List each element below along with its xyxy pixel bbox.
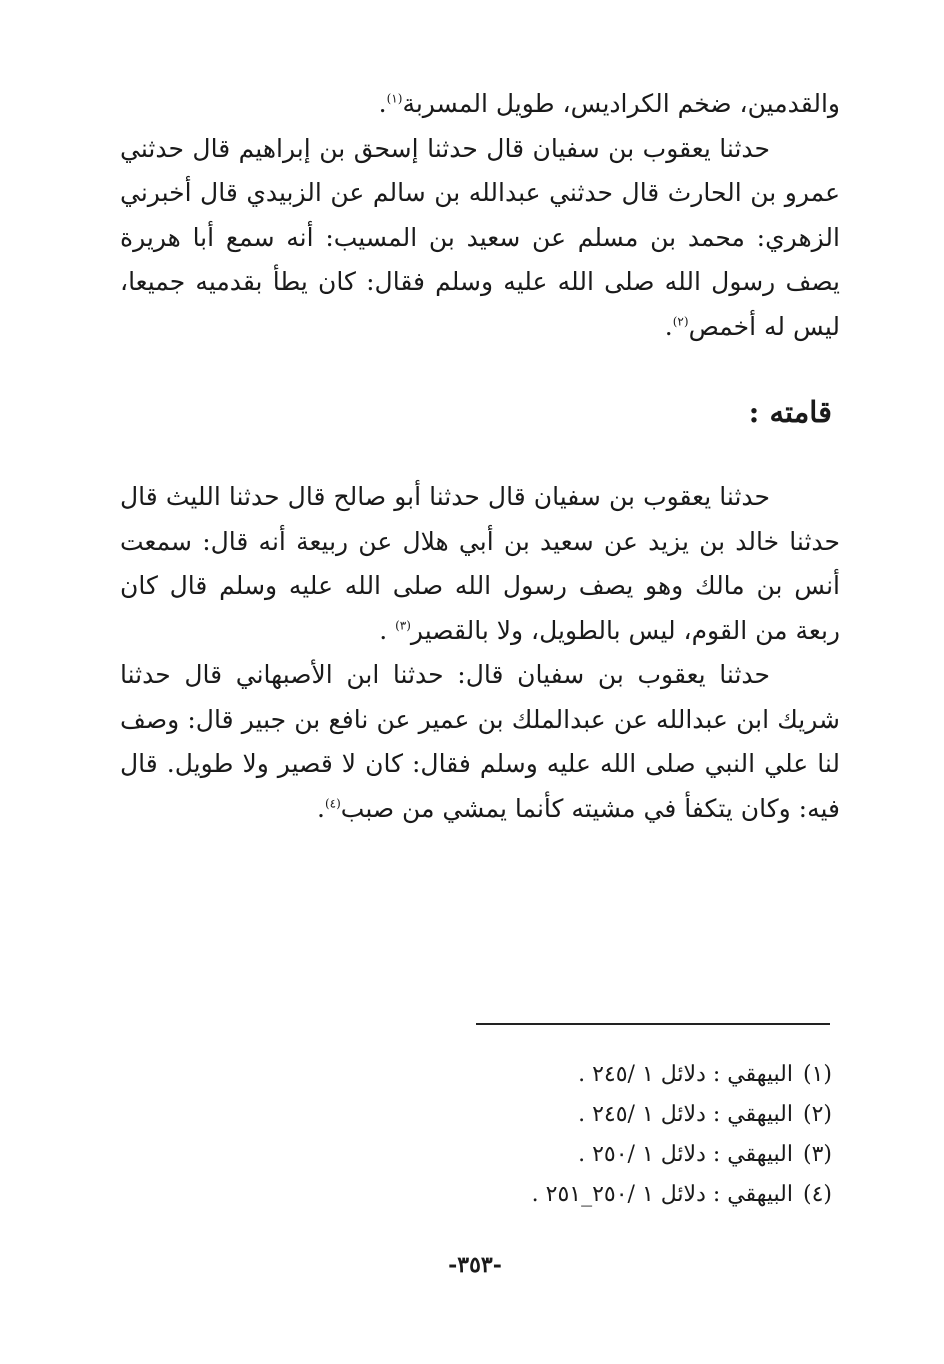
footnote-item [432,1095,832,1135]
footnotes-list [432,1055,832,1215]
footnote-divider [476,1023,830,1025]
footnote-number: (١) [802,1062,832,1087]
footnote-text: البيهقي : دلائل ١ /٢٤٥ . [578,1062,793,1087]
footnote-text: البيهقي : دلائل ١ /٢٤٥ . [578,1102,793,1127]
paragraph-end: . [316,793,325,823]
footnote-number: (٢) [802,1102,832,1127]
paragraph-text: والقدمين، ضخم الكراديس، طويل المسربة [402,89,840,118]
page-number: -٣٥٣- [448,1252,502,1278]
paragraph [120,653,840,831]
text-section-2 [120,475,840,831]
paragraph-text: حدثنا يعقوب بن سفيان قال حدثنا إسحق بن إبراهيم قال حدثني عمرو بن الحارث قال حدثني عبدالله بن سالم عن الزبيدي قال أخبرني الزهري: محمد بن مسلم عن سعيد بن المسيب: أنه سمع أبا هريرة يصف رسول الله صلى الله عليه وسلم فقال: كان يطأ بقدميه جميعا، ليس له أخمص [120,133,840,341]
section-heading: قامته : [748,395,832,429]
footnote-number: (٣) [802,1142,832,1167]
footnote-marker: (١) [386,91,403,106]
footnote-item [432,1055,832,1095]
paragraph-end: . [664,311,673,341]
footnote-marker: (٢) [672,314,689,329]
footnote-item [432,1135,832,1175]
paragraph [120,127,840,350]
paragraph-end: . [379,615,396,645]
text-section-1 [120,82,840,349]
paragraph [120,82,840,127]
paragraph-end: . [378,89,387,118]
footnote-marker: (٣) [395,618,411,633]
footnote-item [432,1175,832,1215]
paragraph [120,475,840,653]
paragraph-text: حدثنا يعقوب بن سفيان قال حدثنا أبو صالح قال حدثنا الليث قال حدثنا خالد بن يزيد عن سعيد بن أبي هلال عن ربيعة أنه قال: سمعت أنس بن مالك وهو يصف رسول الله صلى الله عليه وسلم قال كان ربعة من القوم، ليس بالطويل، ولا بالقصير [120,482,840,645]
footnote-text: البيهقي : دلائل ١ /٢٥٠ . [578,1142,793,1167]
footnote-marker: (٤) [324,796,341,811]
footnote-number: (٤) [802,1182,832,1207]
paragraph-text: حدثنا يعقوب بن سفيان قال: حدثنا ابن الأصبهاني قال حدثنا شريك ابن عبدالله عن عبدالملك بن عمير عن نافع بن جبير قال: وصف لنا علي النبي صلى الله عليه وسلم فقال: كان لا قصير ولا طويل. قال فيه: وكان يتكفأ في مشيته كأنما يمشي من صبب [120,660,840,823]
footnote-text: البيهقي : دلائل ١ /٢٥٠_٢٥١ . [531,1182,793,1207]
